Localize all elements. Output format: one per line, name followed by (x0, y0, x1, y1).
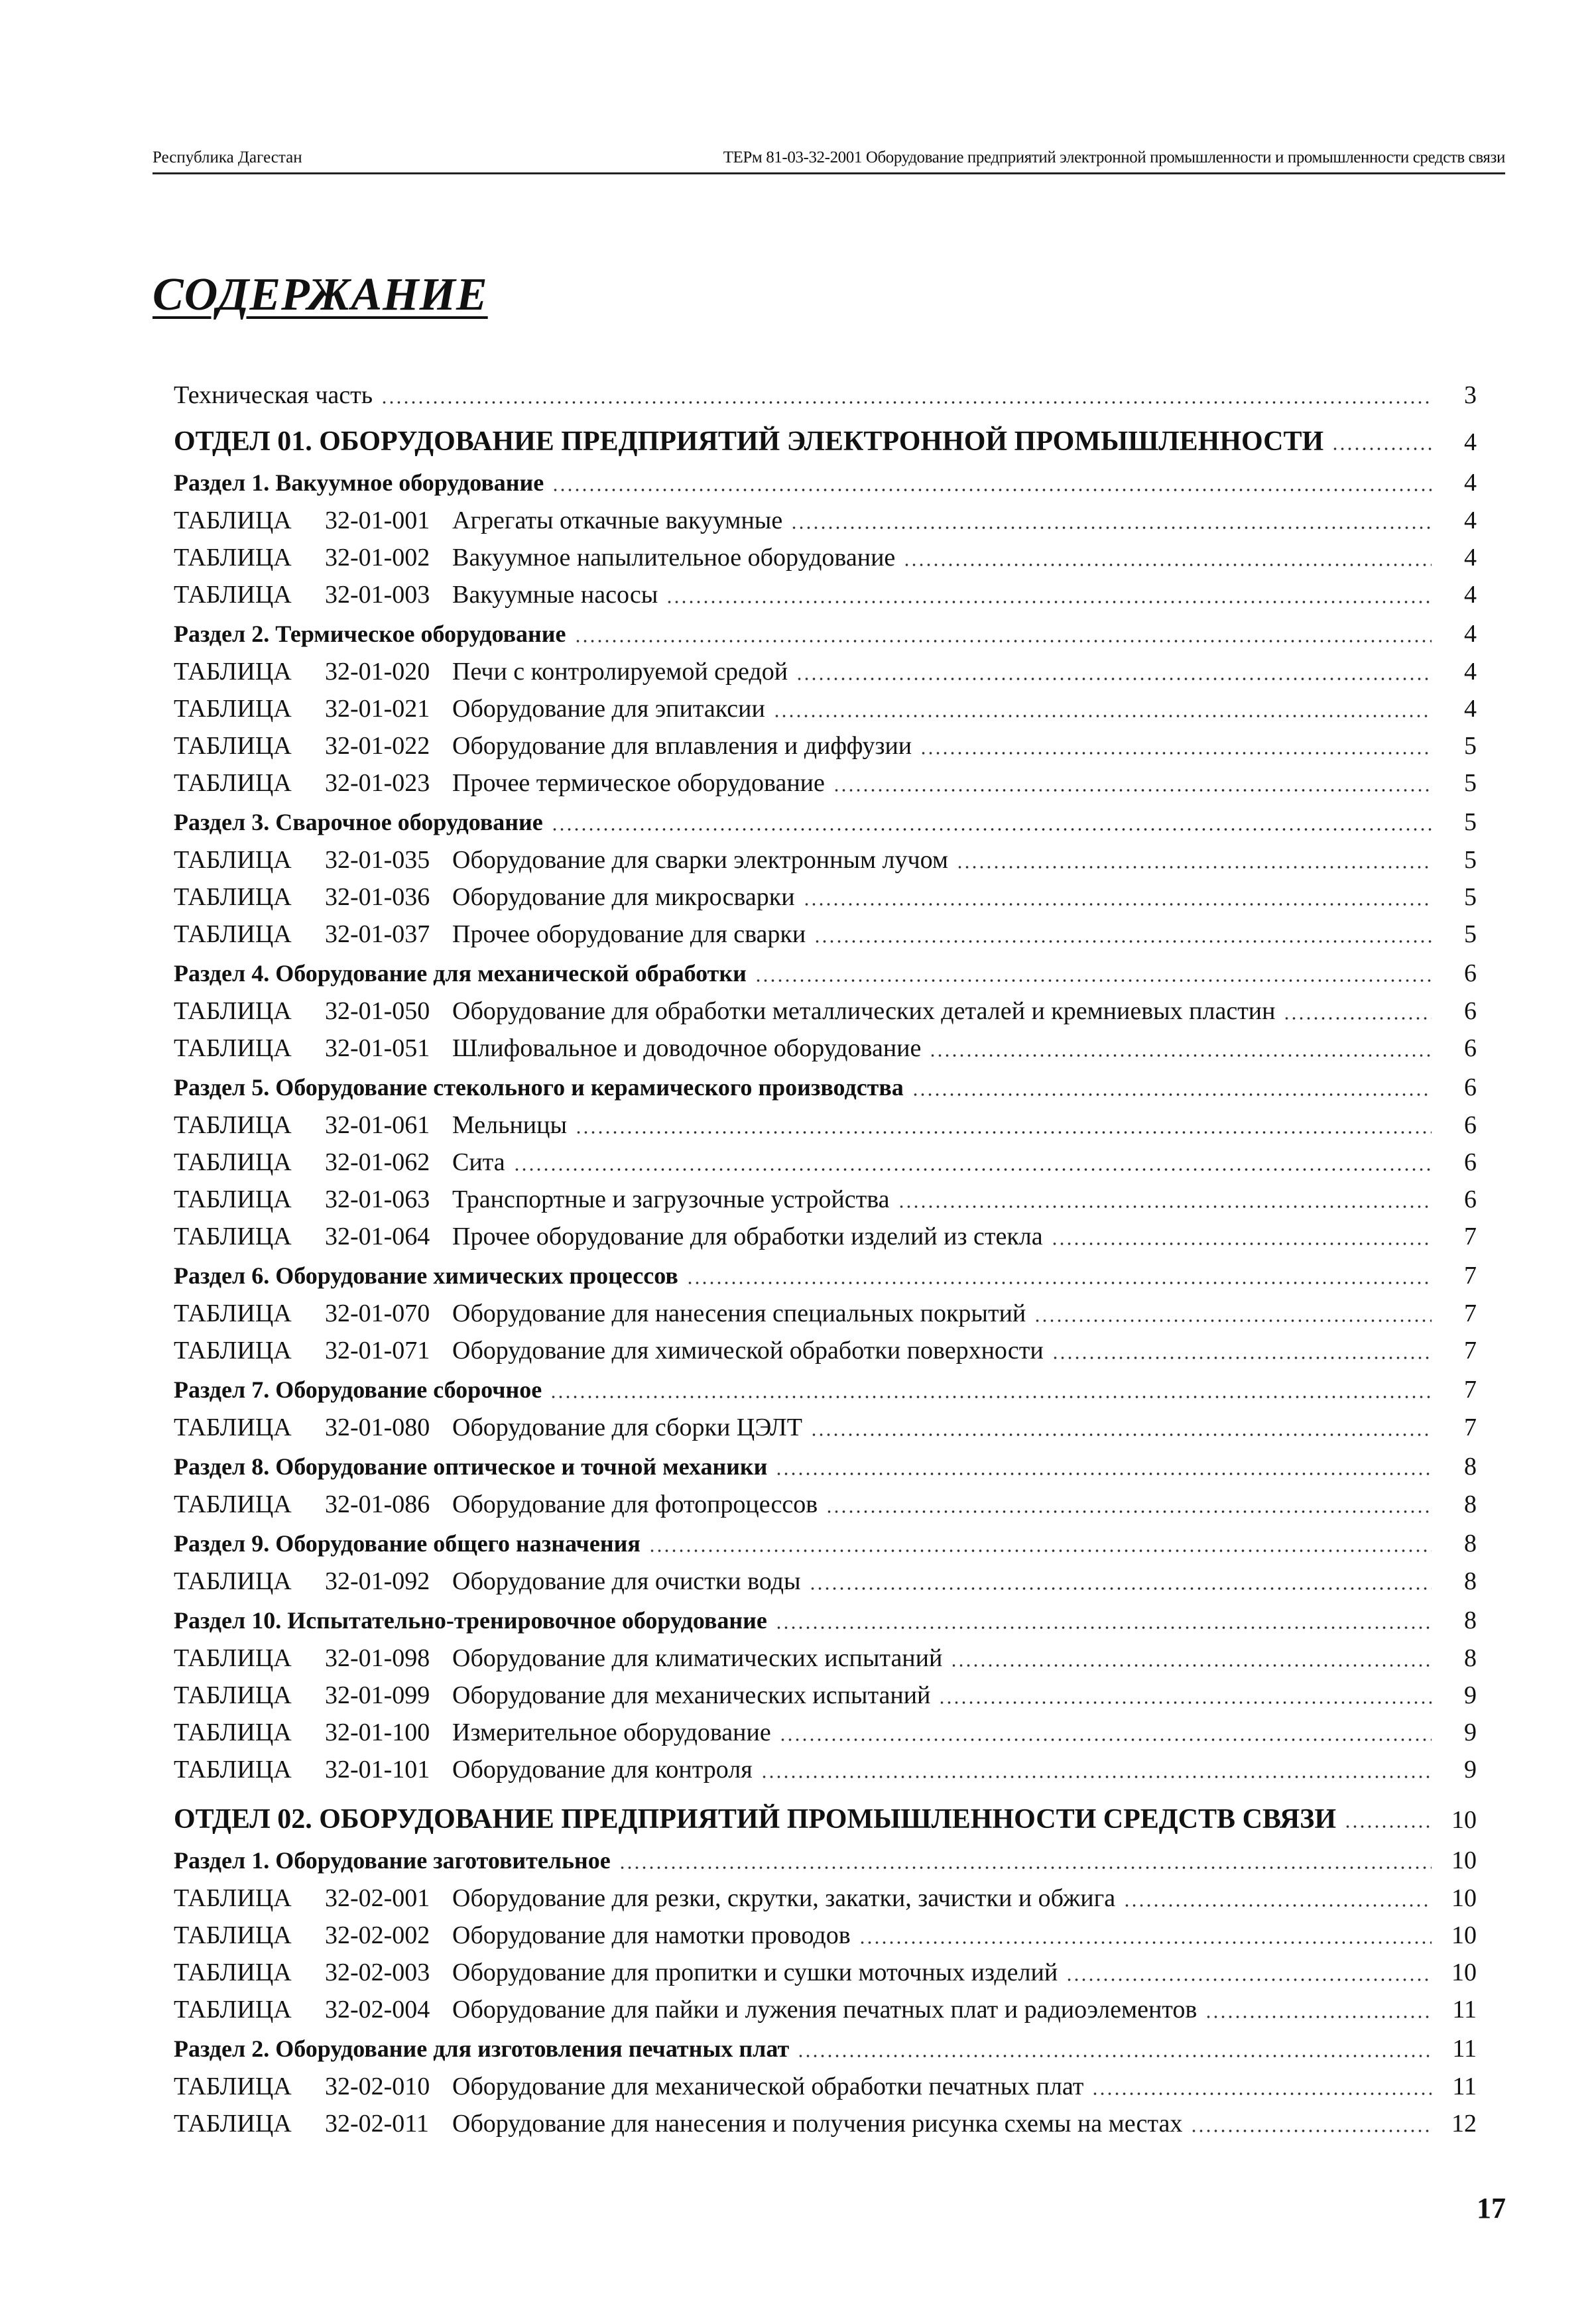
entry-kind: ТАБЛИЦА (174, 2110, 292, 2138)
entry-page: 10 (1451, 1884, 1477, 1912)
toc-table-entry (174, 1563, 1477, 1600)
entry-kind: ТАБЛИЦА (174, 2073, 292, 2100)
entry-title: Оборудование для резки, скрутки, закатки, зачистки и обжига (452, 1884, 1116, 1912)
dot-leader (833, 789, 1432, 792)
entry-page: 5 (1464, 846, 1477, 874)
entry-code: 32-01-101 (325, 1756, 430, 1784)
toc-table-entry (174, 1030, 1477, 1067)
dot-leader (755, 979, 1432, 982)
entry-title: Прочее оборудование для сварки (452, 920, 806, 948)
dot-leader (920, 752, 1432, 755)
entry-page: 4 (1464, 695, 1477, 723)
entry-title: ОТДЕЛ 01. ОБОРУДОВАНИЕ ПРЕДПРИЯТИЙ ЭЛЕКТРОННОЙ ПРОМЫШЛЕННОСТИ (174, 426, 1324, 457)
entry-code: 32-01-064 (325, 1223, 430, 1250)
toc-table-entry (174, 1295, 1477, 1332)
entry-title: Мельницы (452, 1111, 567, 1139)
dot-leader (859, 1941, 1432, 1944)
toc-table-entry (174, 1991, 1477, 2028)
entry-title: Раздел 8. Оборудование оптическое и точной механики (174, 1453, 768, 1480)
entry-kind: ТАБЛИЦА (174, 883, 292, 911)
entry-code: 32-01-061 (325, 1111, 430, 1139)
entry-kind: ТАБЛИЦА (174, 1490, 292, 1518)
toc-table-entry (174, 1640, 1477, 1677)
entry-title: Раздел 2. Термическое оборудование (174, 621, 566, 647)
dot-leader (779, 1738, 1432, 1741)
entry-page: 10 (1451, 1846, 1477, 1874)
entry-code: 32-01-003 (325, 581, 430, 609)
entry-page: 6 (1464, 1148, 1477, 1176)
toc-table-entry (174, 1107, 1477, 1144)
entry-page: 7 (1464, 1414, 1477, 1441)
entry-kind: ТАБЛИЦА (174, 1567, 292, 1595)
toc-division-entry (174, 1801, 1477, 1838)
entry-kind: ТАБЛИЦА (174, 581, 292, 609)
dot-leader (797, 2055, 1432, 2057)
entry-page: 7 (1464, 1376, 1477, 1404)
dot-leader (1066, 1978, 1432, 1981)
entry-title: Раздел 4. Оборудование для механической обработки (174, 960, 747, 987)
entry-page: 7 (1464, 1262, 1477, 1290)
entry-title: Транспортные и загрузочные устройства (452, 1185, 890, 1213)
entry-title: Прочее оборудование для обработки изделий из стекла (452, 1223, 1043, 1250)
dot-leader (552, 489, 1432, 491)
toc-table-entry (174, 690, 1477, 727)
entry-code: 32-01-062 (325, 1148, 430, 1176)
entry-title: Оборудование для пропитки и сушки моточных изделий (452, 1959, 1058, 1986)
entry-kind: ТАБЛИЦА (174, 997, 292, 1025)
toc-section-entry (174, 1525, 1477, 1562)
header-region: Республика Дагестан (153, 149, 302, 166)
toc-table-entry (174, 1218, 1477, 1255)
dot-leader (574, 640, 1432, 642)
entry-code: 32-02-001 (325, 1884, 430, 1912)
entry-code: 32-01-092 (325, 1567, 430, 1595)
entry-title: Оборудование для вплавления и диффузии (452, 732, 912, 760)
dot-leader (773, 715, 1432, 717)
toc-table-entry (174, 653, 1477, 690)
dot-leader (950, 1664, 1432, 1667)
entry-title: Оборудование для сварки электронным лучом (452, 846, 948, 874)
entry-kind: ТАБЛИЦА (174, 732, 292, 760)
entry-page: 6 (1464, 959, 1477, 987)
toc-table-entry (174, 1332, 1477, 1369)
entry-page: 6 (1464, 1185, 1477, 1213)
entry-title: Оборудование для очистки воды (452, 1567, 801, 1595)
entry-code: 32-01-036 (325, 883, 430, 911)
entry-code: 32-02-002 (325, 1921, 430, 1949)
entry-title: Оборудование для контроля (452, 1756, 753, 1784)
entry-code: 32-01-021 (325, 695, 430, 723)
dot-leader (1331, 448, 1432, 450)
entry-code: 32-01-035 (325, 846, 430, 874)
entry-page: 9 (1464, 1756, 1477, 1784)
toc-table-entry (174, 1714, 1477, 1751)
toc-section-entry (174, 1371, 1477, 1408)
entry-kind: ТАБЛИЦА (174, 1034, 292, 1062)
entry-code: 32-01-050 (325, 997, 430, 1025)
toc-section-entry (174, 1448, 1477, 1485)
toc-division-entry (174, 423, 1477, 460)
dot-leader (826, 1510, 1432, 1513)
entry-kind: ТАБЛИЦА (174, 1996, 292, 2024)
toc-table-entry (174, 2068, 1477, 2105)
entry-kind: ТАБЛИЦА (174, 846, 292, 874)
dot-leader (686, 1282, 1432, 1284)
entry-kind: ТАБЛИЦА (174, 1756, 292, 1784)
dot-leader (666, 601, 1432, 603)
entry-page: 8 (1464, 1530, 1477, 1557)
entry-page: 8 (1464, 1567, 1477, 1595)
entry-kind: ТАБЛИЦА (174, 769, 292, 797)
entry-page: 8 (1464, 1453, 1477, 1481)
toc-table-entry (174, 576, 1477, 613)
toc-section-entry (174, 2030, 1477, 2067)
entry-page: 9 (1464, 1681, 1477, 1709)
toc-table-entry (174, 1409, 1477, 1446)
dot-leader (551, 828, 1432, 831)
entry-code: 32-01-070 (325, 1300, 430, 1327)
dot-leader (814, 940, 1432, 943)
entry-kind: ТАБЛИЦА (174, 658, 292, 686)
entry-code: 32-01-037 (325, 920, 430, 948)
entry-page: 8 (1464, 1644, 1477, 1672)
entry-page: 3 (1464, 381, 1477, 409)
entry-title: Раздел 1. Вакуумное оборудование (174, 469, 544, 496)
dot-leader (1344, 1825, 1432, 1828)
entry-title: Оборудование для нанесения и получения рисунка схемы на местах (452, 2110, 1183, 2138)
entry-page: 6 (1464, 1034, 1477, 1062)
entry-code: 32-02-011 (325, 2110, 429, 2138)
header-document-code: ТЕРм 81-03-32-2001 Оборудование предприятий электронной промышленности и промышленности средств связи (723, 149, 1505, 166)
entry-page: 7 (1464, 1223, 1477, 1250)
entry-code: 32-01-098 (325, 1644, 430, 1672)
entry-title: Оборудование для климатических испытаний (452, 1644, 943, 1672)
dot-leader (810, 1433, 1432, 1436)
entry-code: 32-01-099 (325, 1681, 430, 1709)
dot-leader (619, 1866, 1432, 1869)
entry-title: Раздел 6. Оборудование химических процессов (174, 1262, 678, 1289)
entry-page: 11 (1452, 2073, 1477, 2100)
dot-leader (1283, 1017, 1432, 1020)
page-number: 17 (1477, 2192, 1506, 2224)
toc-table-entry (174, 1677, 1477, 1714)
entry-code: 32-01-063 (325, 1185, 430, 1213)
entry-title: Оборудование для механических испытаний (452, 1681, 931, 1709)
toc-table-entry (174, 2105, 1477, 2142)
entry-title: Раздел 7. Оборудование сборочное (174, 1376, 542, 1403)
toc-section-entry (174, 615, 1477, 652)
toc-table-entry (174, 764, 1477, 802)
entry-kind: ТАБЛИЦА (174, 1959, 292, 1986)
entry-page: 11 (1452, 2035, 1477, 2063)
dot-leader (898, 1205, 1432, 1208)
dot-leader (1034, 1319, 1432, 1322)
dot-leader (775, 1473, 1432, 1475)
entry-code: 32-01-002 (325, 544, 430, 572)
entry-page: 5 (1464, 883, 1477, 911)
entry-title: Оборудование для сборки ЦЭЛТ (452, 1414, 802, 1441)
dot-leader (956, 866, 1432, 869)
entry-title: Оборудование для намотки проводов (452, 1921, 851, 1949)
entry-title: Оборудование для обработки металлических деталей и кремниевых пластин (452, 997, 1276, 1025)
dot-leader (803, 903, 1432, 906)
entry-code: 32-01-001 (325, 507, 430, 534)
entry-kind: ТАБЛИЦА (174, 1148, 292, 1176)
dot-leader (775, 1626, 1432, 1629)
entry-title: Раздел 3. Сварочное оборудование (174, 809, 543, 835)
entry-title: Вакуумные насосы (452, 581, 658, 609)
dot-leader (648, 1549, 1432, 1552)
entry-title: Измерительное оборудование (452, 1719, 771, 1746)
dot-leader (1091, 2092, 1432, 2095)
entry-kind: ТАБЛИЦА (174, 1681, 292, 1709)
entry-code: 32-02-004 (325, 1996, 430, 2024)
entry-title: Раздел 2. Оборудование для изготовления печатных плат (174, 2035, 790, 2062)
dot-leader (796, 678, 1432, 680)
toc-table-entry (174, 539, 1477, 576)
entry-title: Печи с контролируемой средой (452, 658, 788, 686)
toc-section-entry (174, 464, 1477, 501)
entry-title: Раздел 10. Испытательно-тренировочное оборудование (174, 1607, 767, 1634)
entry-kind: ТАБЛИЦА (174, 1300, 292, 1327)
entry-page: 12 (1451, 2110, 1477, 2138)
entry-page: 5 (1464, 808, 1477, 836)
entry-title: Оборудование для химической обработки поверхности (452, 1337, 1044, 1364)
entry-kind: ТАБЛИЦА (174, 1884, 292, 1912)
entry-code: 32-02-003 (325, 1959, 430, 1986)
entry-kind: ТАБЛИЦА (174, 1719, 292, 1746)
entry-page: 4 (1464, 507, 1477, 534)
toc-table-entry (174, 1954, 1477, 1991)
entry-kind: ТАБЛИЦА (174, 1223, 292, 1250)
entry-page: 8 (1464, 1490, 1477, 1518)
entry-code: 32-01-020 (325, 658, 430, 686)
dot-leader (513, 1168, 1432, 1171)
dot-leader (929, 1054, 1432, 1057)
dot-leader (1051, 1242, 1432, 1245)
entry-page: 8 (1464, 1606, 1477, 1634)
entry-page: 6 (1464, 1073, 1477, 1101)
page-title: СОДЕРЖАНИЕ (153, 269, 488, 320)
toc-table-entry (174, 993, 1477, 1030)
dot-leader (1123, 1904, 1432, 1907)
entry-code: 32-01-086 (325, 1490, 430, 1518)
entry-page: 10 (1451, 1806, 1477, 1834)
entry-page: 4 (1464, 428, 1477, 456)
entry-page: 4 (1464, 581, 1477, 609)
toc-table-entry (174, 1880, 1477, 1917)
entry-title: Оборудование для нанесения специальных покрытий (452, 1300, 1026, 1327)
entry-code: 32-01-023 (325, 769, 430, 797)
toc-section-entry (174, 1069, 1477, 1106)
entry-page: 5 (1464, 769, 1477, 797)
toc-section-entry (174, 1257, 1477, 1294)
dot-leader (790, 526, 1432, 529)
entry-page: 10 (1451, 1921, 1477, 1949)
toc-table-entry (174, 916, 1477, 953)
dot-leader (761, 1776, 1432, 1778)
dot-leader (381, 401, 1432, 404)
entry-page: 4 (1464, 544, 1477, 572)
dot-leader (1190, 2130, 1432, 2132)
entry-kind: ТАБЛИЦА (174, 1921, 292, 1949)
entry-title: Оборудование для эпитаксии (452, 695, 765, 723)
dot-leader (550, 1396, 1432, 1398)
entry-kind: ТАБЛИЦА (174, 920, 292, 948)
entry-code: 32-01-051 (325, 1034, 430, 1062)
entry-page: 6 (1464, 1111, 1477, 1139)
entry-page: 4 (1464, 658, 1477, 686)
entry-kind: ТАБЛИЦА (174, 1414, 292, 1441)
entry-page: 11 (1452, 1996, 1477, 2024)
entry-kind: ТАБЛИЦА (174, 544, 292, 572)
dot-leader (912, 1093, 1432, 1096)
dot-leader (1205, 2016, 1432, 2018)
entry-title: Сита (452, 1148, 505, 1176)
entry-kind: ТАБЛИЦА (174, 1644, 292, 1672)
entry-title: Раздел 9. Оборудование общего назначения (174, 1530, 641, 1557)
dot-leader (938, 1701, 1432, 1704)
entry-title: Оборудование для механической обработки печатных плат (452, 2073, 1084, 2100)
entry-code: 32-01-080 (325, 1414, 430, 1441)
toc-table-entry (174, 1486, 1477, 1523)
entry-title: Оборудование для микросварки (452, 883, 795, 911)
entry-page: 7 (1464, 1337, 1477, 1364)
toc-text-entry (174, 377, 1477, 414)
entry-title: Раздел 5. Оборудование стекольного и керамического производства (174, 1074, 904, 1101)
entry-title: Прочее термическое оборудование (452, 769, 825, 797)
entry-page: 4 (1464, 620, 1477, 648)
entry-kind: ТАБЛИЦА (174, 1185, 292, 1213)
toc-section-entry (174, 804, 1477, 841)
dot-leader (903, 564, 1432, 566)
entry-title: Шлифовальное и доводочное оборудование (452, 1034, 922, 1062)
entry-page: 6 (1464, 997, 1477, 1025)
entry-page: 9 (1464, 1719, 1477, 1746)
toc-table-entry (174, 1917, 1477, 1954)
entry-title: Агрегаты откачные вакуумные (452, 507, 783, 534)
entry-code: 32-02-010 (325, 2073, 430, 2100)
dot-leader (575, 1131, 1432, 1134)
toc-table-entry (174, 1144, 1477, 1181)
entry-kind: ТАБЛИЦА (174, 1337, 292, 1364)
toc-section-entry (174, 1842, 1477, 1879)
toc-table-entry (174, 841, 1477, 878)
entry-page: 7 (1464, 1300, 1477, 1327)
entry-code: 32-01-022 (325, 732, 430, 760)
entry-title: Техническая часть (174, 381, 373, 409)
entry-kind: ТАБЛИЦА (174, 507, 292, 534)
entry-page: 5 (1464, 732, 1477, 760)
toc-table-entry (174, 1751, 1477, 1788)
toc-table-entry (174, 1181, 1477, 1218)
entry-page: 10 (1451, 1959, 1477, 1986)
toc-table-entry (174, 502, 1477, 539)
entry-code: 32-01-100 (325, 1719, 430, 1746)
toc-table-entry (174, 878, 1477, 916)
entry-kind: ТАБЛИЦА (174, 1111, 292, 1139)
toc-table-entry (174, 727, 1477, 764)
entry-title: Оборудование для фотопроцессов (452, 1490, 818, 1518)
entry-title: ОТДЕЛ 02. ОБОРУДОВАНИЕ ПРЕДПРИЯТИЙ ПРОМЫШЛЕННОСТИ СРЕДСТВ СВЯЗИ (174, 1804, 1336, 1835)
toc-section-entry (174, 1602, 1477, 1639)
toc-section-entry (174, 955, 1477, 992)
entry-title: Раздел 1. Оборудование заготовительное (174, 1847, 611, 1874)
dot-leader (809, 1587, 1432, 1590)
entry-kind: ТАБЛИЦА (174, 695, 292, 723)
dot-leader (1052, 1357, 1432, 1359)
entry-title: Оборудование для пайки и лужения печатных плат и радиоэлементов (452, 1996, 1197, 2024)
entry-page: 5 (1464, 920, 1477, 948)
entry-code: 32-01-071 (325, 1337, 430, 1364)
entry-title: Вакуумное напылительное оборудование (452, 544, 896, 572)
entry-page: 4 (1464, 469, 1477, 497)
